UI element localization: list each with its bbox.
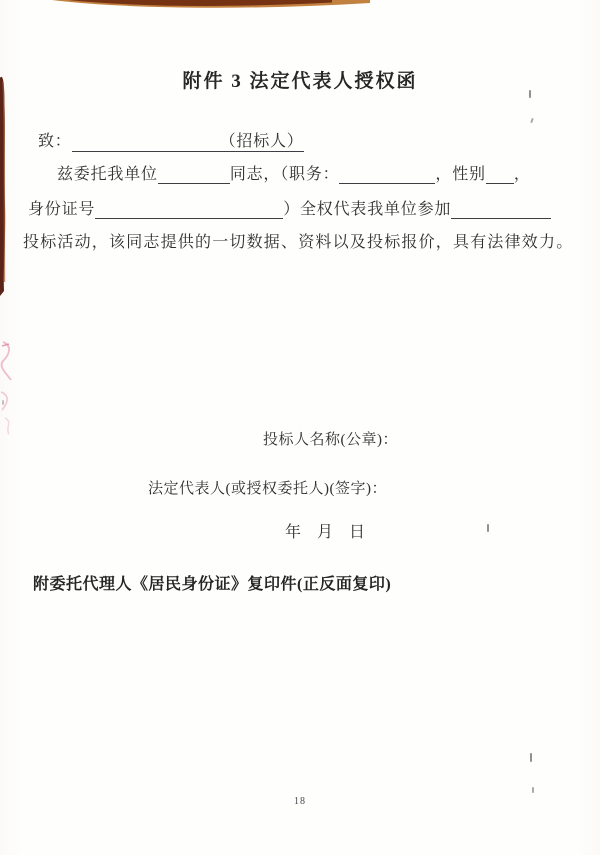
scan-speck — [530, 753, 532, 762]
salutation-suffix: （招标人） — [220, 128, 304, 152]
date-day-label: 日 — [349, 524, 367, 541]
scan-speck — [2, 400, 4, 405]
bidder-name-label: 投标人名称(公章)： — [263, 432, 398, 448]
body-line-id — [28, 196, 551, 219]
scan-edge-left-artifact — [0, 72, 10, 298]
scan-speck — [532, 787, 534, 793]
legal-representative-label: 法定代表人(或授权委托人)(签字)： — [148, 481, 387, 497]
id-number-blank-field — [95, 202, 283, 219]
delegate-comrade-text: 同志，（职务： — [229, 166, 340, 183]
delegate-name-blank-field — [158, 167, 230, 184]
scan-speck — [487, 524, 489, 532]
gender-label-text: ，性别 — [435, 166, 486, 183]
recipient-blank-field — [72, 135, 220, 152]
represent-text: ）全权代表我单位参加 — [283, 201, 452, 218]
id-number-label: 身份证号 — [28, 201, 96, 218]
gender-blank-field — [486, 167, 514, 184]
body-line-legal-effect: 投标活动，该同志提供的一切数据、资料以及投标报价，具有法律效力。 — [23, 234, 574, 251]
date-year-label: 年 — [285, 524, 303, 541]
date-month-label: 月 — [317, 524, 335, 541]
delegate-lead-text: 兹委托我单位 — [57, 166, 158, 183]
pink-pen-marks-artifact — [0, 336, 26, 436]
salutation-line — [38, 128, 304, 152]
page-number: 18 — [294, 796, 306, 807]
document-title: 附件 3 法定代表人授权函 — [182, 71, 418, 92]
delegate-tail-comma: ， — [513, 166, 531, 183]
position-blank-field — [339, 167, 435, 184]
scan-edge-top-artifact — [0, 0, 600, 14]
attachment-note: 附委托代理人《居民身份证》复印件(正反面复印) — [33, 576, 392, 593]
date-line — [285, 519, 366, 542]
project-blank-field — [451, 202, 551, 219]
body-line-delegate — [57, 161, 531, 184]
scan-speck — [530, 118, 534, 123]
salutation-label: 致： — [38, 133, 72, 150]
